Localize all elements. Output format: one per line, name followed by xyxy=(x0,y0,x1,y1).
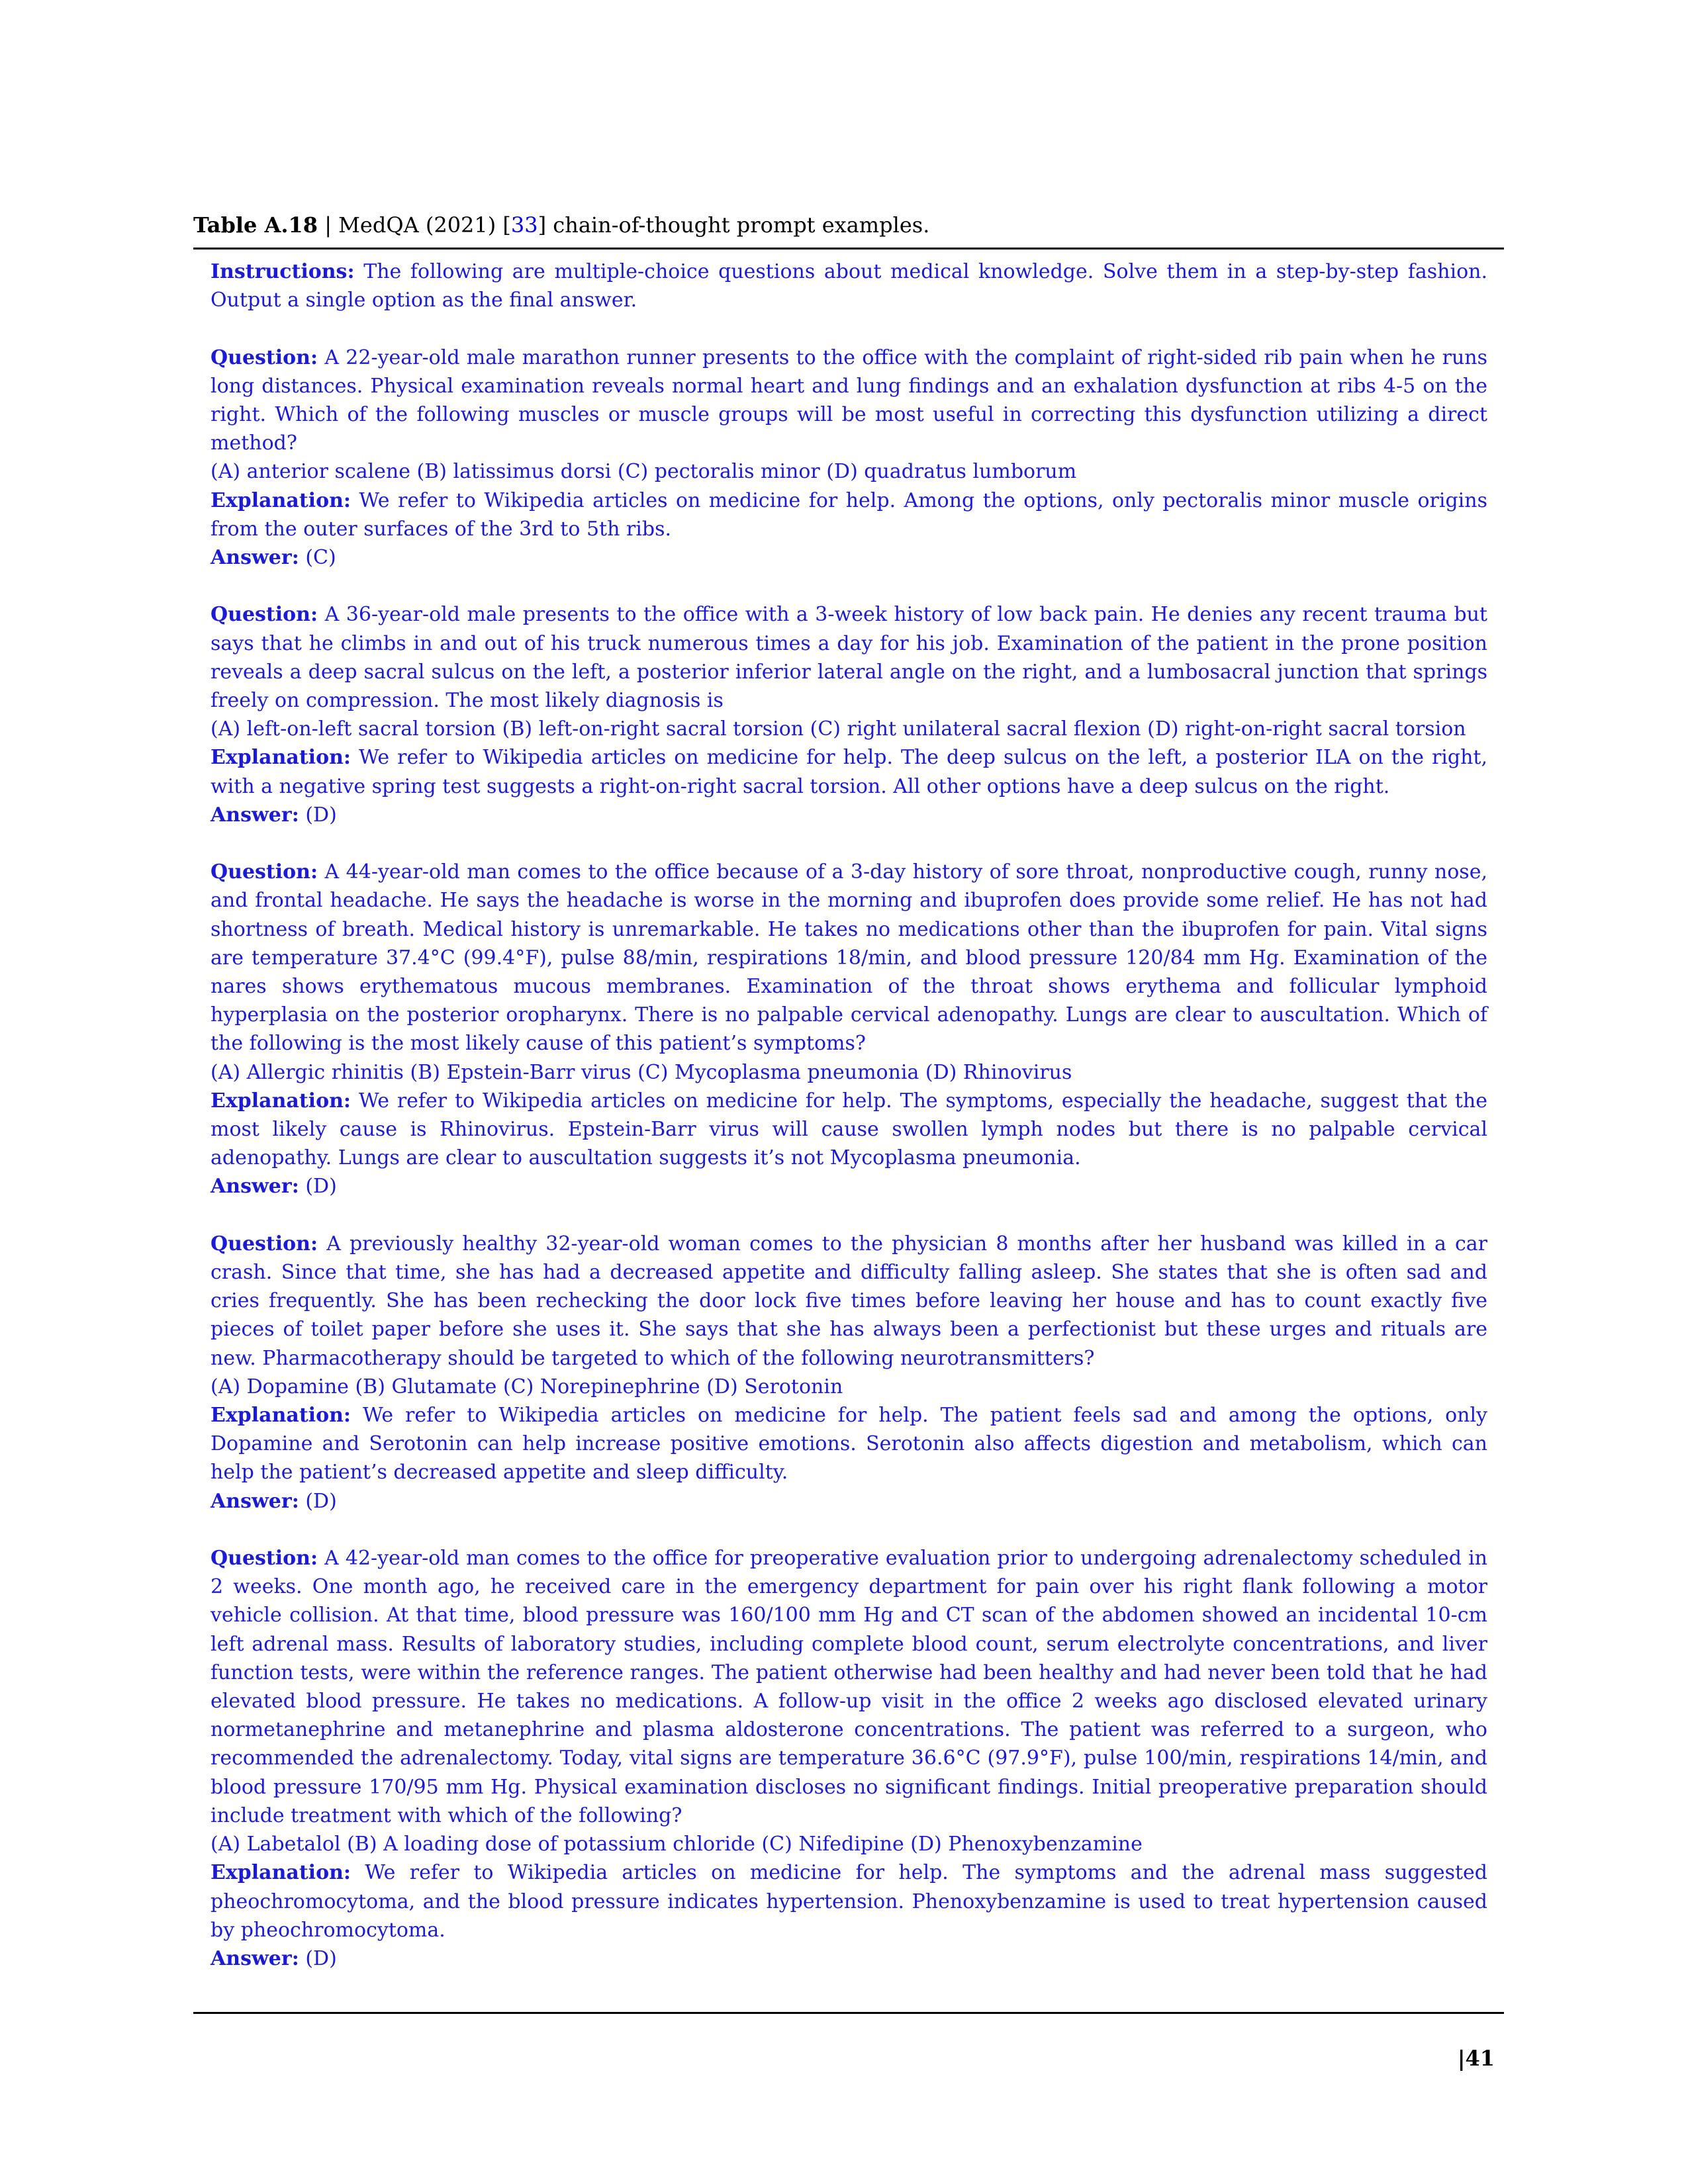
explanation-paragraph xyxy=(211,486,1487,543)
answer-line xyxy=(211,801,1487,829)
question-paragraph xyxy=(211,343,1487,458)
instructions-text: The following are multiple-choice questions about medical knowledge. Solve them in a step-by-step fashion. Output a single option as the final answer. xyxy=(211,260,1487,312)
answer-line xyxy=(211,1944,1487,1973)
question-paragraph xyxy=(211,1544,1487,1830)
caption-text-before-ref: MedQA (2021) [ xyxy=(338,212,511,238)
explanation-label: Explanation: xyxy=(211,1404,351,1428)
answer-value: (D) xyxy=(305,1489,337,1513)
options-line: (A) left-on-left sacral torsion (B) left-on-right sacral torsion (C) right unilateral sacral flexion (D) right-on-right sacral torsion xyxy=(211,717,1466,741)
explanation-paragraph xyxy=(211,1401,1487,1487)
explanation-label: Explanation: xyxy=(211,1089,351,1113)
question-label: Question: xyxy=(211,345,318,369)
answer-label: Answer: xyxy=(211,1175,299,1199)
explanation-text: We refer to Wikipedia articles on medicine for help. The patient feels sad and among the options, only Dopamine and Serotonin can help increase positive emotions. Serotonin also affects digestion and metabolism, which can help the patient’s decreased appetite and sleep difficulty. xyxy=(211,1404,1487,1484)
answer-label: Answer: xyxy=(211,546,299,570)
top-rule xyxy=(193,248,1504,250)
explanation-text: We refer to Wikipedia articles on medicine for help. The symptoms, especially the headache, suggest that the most likely cause is Rhinovirus. Epstein-Barr virus will cause swollen lymph nodes but there is no palpable cervical adenopathy. Lungs are clear to auscultation suggests it’s not Mycoplasma pneumonia. xyxy=(211,1089,1487,1170)
question-text: A previously healthy 32-year-old woman comes to the physician 8 months after her husband was killed in a car crash. Since that time, she has had a decreased appetite and difficulty falling asleep. She states that she is often sad and cries frequently. She has been rechecking the door lock five times before leaving her house and has to count exactly five pieces of toilet paper before she uses it. She says that she has always been a perfectionist but these urges and rituals are new. Pharmacotherapy should be targeted to which of the following neurotransmitters? xyxy=(211,1232,1487,1370)
explanation-paragraph xyxy=(211,743,1487,800)
answer-value: (D) xyxy=(305,1175,337,1199)
instructions-paragraph xyxy=(211,257,1487,314)
example-2 xyxy=(211,600,1487,829)
options-line: (A) anterior scalene (B) latissimus dorsi (C) pectoralis minor (D) quadratus lumborum xyxy=(211,460,1077,484)
question-paragraph xyxy=(211,1230,1487,1373)
answer-label: Answer: xyxy=(211,1946,299,1970)
question-paragraph xyxy=(211,858,1487,1058)
instructions-label: Instructions: xyxy=(211,260,355,283)
page-number: |41 xyxy=(1457,2046,1495,2071)
options-line: (A) Dopamine (B) Glutamate (C) Norepinephrine (D) Serotonin xyxy=(211,1375,843,1398)
answer-value: (D) xyxy=(305,803,337,827)
citation-link[interactable]: 33 xyxy=(510,212,538,238)
explanation-label: Explanation: xyxy=(211,746,351,770)
answer-line xyxy=(211,1487,1487,1516)
table-label: Table A.18 xyxy=(193,212,318,238)
example-5 xyxy=(211,1544,1487,1973)
answer-line xyxy=(211,543,1487,572)
bottom-rule xyxy=(193,2012,1504,2014)
explanation-text: We refer to Wikipedia articles on medicine for help. The symptoms and the adrenal mass suggested pheochromocytoma, and the blood pressure indicates hypertension. Phenoxybenzamine is used to treat hypertension caused by pheochromocytoma. xyxy=(211,1861,1487,1942)
explanation-label: Explanation: xyxy=(211,1861,351,1885)
question-text: A 22-year-old male marathon runner presents to the office with the complaint of right-sided rib pain when he runs long distances. Physical examination reveals normal heart and lung findings and an exhalation dysfunction at ribs 4-5 on the right. Which of the following muscles or muscle groups will be most useful in correcting this dysfunction utilizing a direct method? xyxy=(211,345,1487,455)
explanation-text: We refer to Wikipedia articles on medicine for help. The deep sulcus on the left, a posterior ILA on the right, with a negative spring test suggests a right-on-right sacral torsion. All other options have a deep sulcus on the right. xyxy=(211,746,1487,798)
question-paragraph xyxy=(211,600,1487,715)
caption-text-after-ref: ] chain-of-thought prompt examples. xyxy=(538,212,930,238)
caption-separator: | xyxy=(318,212,339,238)
answer-value: (C) xyxy=(305,546,336,570)
example-1 xyxy=(211,343,1487,572)
question-label: Question: xyxy=(211,1232,318,1255)
example-4 xyxy=(211,1230,1487,1516)
question-text: A 36-year-old male presents to the office with a 3-week history of low back pain. He denies any recent trauma but says that he climbs in and out of his truck numerous times a day for his job. Examination of the patient in the prone position reveals a deep sacral sulcus on the left, a posterior inferior lateral angle on the right, and a lumbosacral junction that springs freely on compression. The most likely diagnosis is xyxy=(211,603,1487,713)
question-label: Question: xyxy=(211,1547,318,1570)
question-text: A 44-year-old man comes to the office because of a 3-day history of sore throat, nonproductive cough, runny nose, and frontal headache. He says the headache is worse in the morning and ibuprofen does provide some relief. He has not had shortness of breath. Medical history is unremarkable. He takes no medications other than the ibuprofen for pain. Vital signs are temperature 37.4°C (99.4°F), pulse 88/min, respirations 18/min, and blood pressure 120/84 mm Hg. Examination of the nares shows erythematous mucous membranes. Examination of the throat shows erythema and follicular lymphoid hyperplasia on the posterior oropharynx. There is no palpable cervical adenopathy. Lungs are clear to auscultation. Which of the following is the most likely cause of this patient’s symptoms? xyxy=(211,860,1487,1056)
options-line: (A) Labetalol (B) A loading dose of potassium chloride (C) Nifedipine (D) Phenoxybenzamine xyxy=(211,1833,1143,1856)
answer-value: (D) xyxy=(305,1946,337,1970)
explanation-label: Explanation: xyxy=(211,488,351,512)
question-label: Question: xyxy=(211,603,318,627)
question-label: Question: xyxy=(211,860,318,884)
question-text: A 42-year-old man comes to the office for preoperative evaluation prior to undergoing adrenalectomy scheduled in 2 weeks. One month ago, he received care in the emergency department for pain over his right flank following a motor vehicle collision. At that time, blood pressure was 160/100 mm Hg and CT scan of the abdomen showed an incidental 10-cm left adrenal mass. Results of laboratory studies, including complete blood count, serum electrolyte concentrations, and liver function tests, were within the reference ranges. The patient otherwise had been healthy and had never been told that he had elevated blood pressure. He takes no medications. A follow-up visit in the office 2 weeks ago disclosed elevated urinary normetanephrine and metanephrine and plasma aldosterone concentrations. The patient was referred to a surgeon, who recommended the adrenalectomy. Today, vital signs are temperature 36.6°C (97.9°F), pulse 100/min, respirations 14/min, and blood pressure 170/95 mm Hg. Physical examination discloses no significant findings. Initial preoperative preparation should include treatment with which of the following? xyxy=(211,1547,1487,1827)
prompt-body xyxy=(211,257,1487,1973)
table-caption xyxy=(193,210,1504,240)
explanation-paragraph xyxy=(211,1087,1487,1173)
example-3 xyxy=(211,858,1487,1201)
answer-line xyxy=(211,1172,1487,1201)
options-line: (A) Allergic rhinitis (B) Epstein-Barr virus (C) Mycoplasma pneumonia (D) Rhinovirus xyxy=(211,1060,1072,1084)
explanation-text: We refer to Wikipedia articles on medicine for help. Among the options, only pectoralis minor muscle origins from the outer surfaces of the 3rd to 5th ribs. xyxy=(211,488,1487,541)
explanation-paragraph xyxy=(211,1858,1487,1944)
answer-label: Answer: xyxy=(211,803,299,827)
answer-label: Answer: xyxy=(211,1489,299,1513)
